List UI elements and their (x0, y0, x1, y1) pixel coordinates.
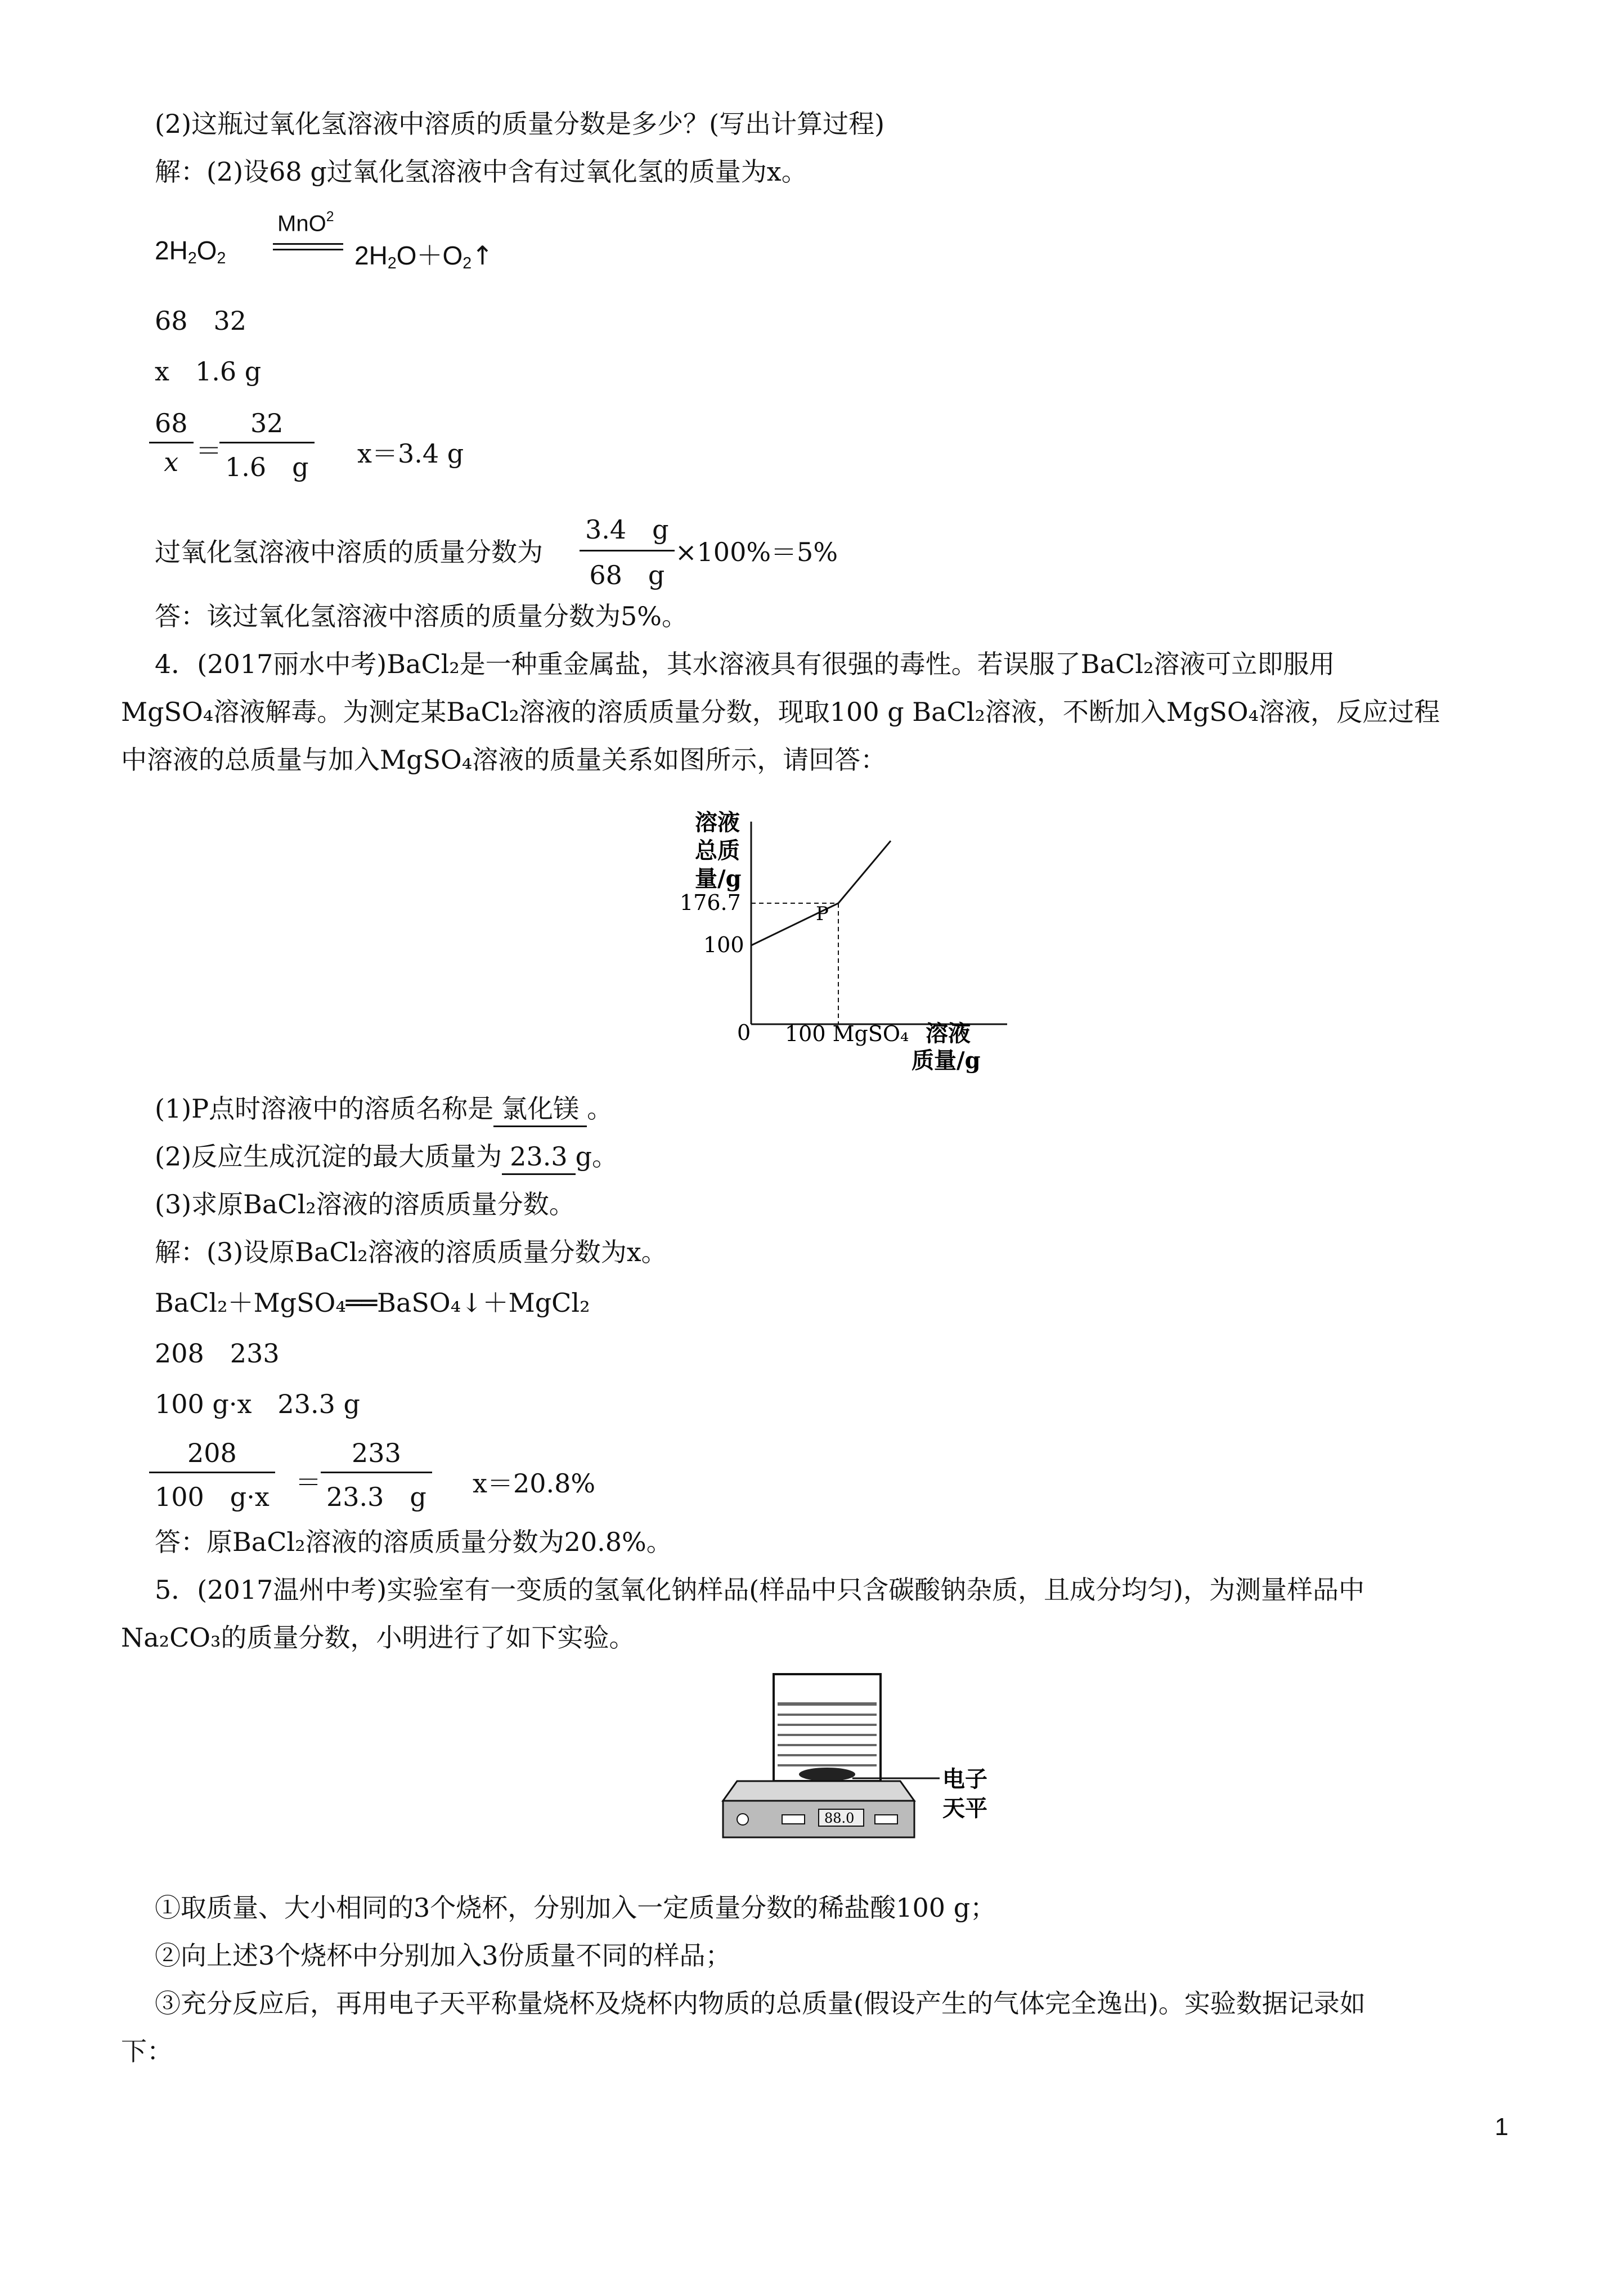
series-line (751, 841, 891, 945)
q3-fraction-2: $\frac{32}{1.6 g}$ (219, 408, 315, 484)
q4-line-1: 4．(2017丽水中考)BaCl₂是一种重金属盐，其水溶液具有很强的毒性。若误服了BaCl₂溶液可立即服用 (155, 649, 1335, 679)
y-axis-label (695, 809, 742, 892)
q3-solution-intro: 解：(2)设68 g过氧化氢溶液中含有过氧化氢的质量为x。 (155, 156, 807, 187)
sample (799, 1768, 855, 1781)
q4-line-3: 中溶液的总质量与加入MgSO₄溶液的质量关系如图所示，请回答： (121, 745, 887, 775)
balance-button-1 (737, 1814, 748, 1825)
equals-sign-2: ＝ (295, 1467, 321, 1497)
q5-line-1: 5．(2017温州中考)实验室有一变质的氢氧化钠样品(样品中只含碳酸钠杂质，且成分均匀)，为测量样品中 (155, 1575, 1365, 1605)
balance-label-1: 电子 (942, 1766, 987, 1792)
balance-button-3 (875, 1815, 897, 1824)
q4-line-2: MgSO₄溶液解毒。为测定某BaCl₂溶液的溶质质量分数，现取100 g BaCl₂溶液，不断加入MgSO₄溶液，反应过程 (121, 697, 1440, 727)
q4-fraction-2: $\frac{233}{23.3 g}$ (321, 1438, 432, 1514)
svg-text:量/g: 量/g (695, 866, 742, 892)
q3-ratio-2: x 1.6 g (155, 356, 262, 387)
q4-ratio-1: 208 233 (155, 1338, 280, 1369)
y-tick-100: 100 (703, 932, 744, 957)
q3-equation: $2H_2O_2$ (155, 236, 226, 268)
q3-fraction-tail: ×100%＝5% (675, 537, 838, 567)
q5-step-1: ①取质量、大小相同的3个烧杯，分别加入一定质量分数的稀盐酸100 g； (155, 1893, 996, 1923)
svg-text:溶液: 溶液 (926, 1020, 971, 1047)
y-tick-176-7: 176.7 (680, 890, 741, 915)
point-label: P (816, 903, 829, 925)
answer-blank-2: 23.3 (502, 1140, 575, 1175)
balance-button-2 (782, 1815, 805, 1824)
q4-chart (670, 805, 1018, 1075)
q4-solution-intro: 解：(3)设原BaCl₂溶液的溶质质量分数为x。 (155, 1237, 667, 1267)
q4-answer: 答：原BaCl₂溶液的溶质质量分数为20.8%。 (155, 1527, 672, 1557)
answer-blank-1: 氯化镁 (493, 1092, 587, 1127)
q4-sub3: (3)求原BaCl₂溶液的溶质质量分数。 (155, 1189, 575, 1219)
q5-line-2: Na₂CO₃的质量分数，小明进行了如下实验。 (121, 1622, 635, 1653)
q5-step-3b: 下： (121, 2036, 173, 2066)
q4-equation: BaCl₂＋MgSO₄══BaSO₄↓＋MgCl₂ (155, 1288, 590, 1318)
q5-step-2: ②向上述3个烧杯中分别加入3份质量不同的样品； (155, 1940, 731, 1971)
q4-sub2: (2)反应生成沉淀的最大质量为 23.3 g。 (155, 1140, 618, 1175)
eq-left: 2H (155, 236, 188, 265)
balance-label-2: 天平 (942, 1795, 987, 1822)
equals-sign: ＝ (196, 436, 222, 466)
q4-result: x＝20.8% (473, 1468, 596, 1499)
q4-sub1: (1)P点时溶液中的溶质名称是 氯化镁 。 (155, 1092, 613, 1127)
eq-right: $2H_2O+O_2↑$ (354, 240, 493, 273)
q3-sub2: (2)这瓶过氧化氢溶液中溶质的质量分数是多少？(写出计算过程) (155, 109, 885, 139)
eq-sign-top (273, 243, 343, 245)
q4-fraction-1: $\frac{208}{100 g\cdot x}$ (149, 1438, 275, 1514)
x-axis-label (911, 1020, 981, 1074)
origin-label: 0 (737, 1020, 751, 1045)
q3-fraction-text: 过氧化氢溶液中溶质的质量分数为 (155, 537, 543, 567)
x-tick-label: 100 MgSO₄ (785, 1021, 909, 1046)
q5-step-3a: ③充分反应后，再用电子天平称量烧杯及烧杯内物质的总质量(假设产生的气体完全逸出)。实验数据记录如 (155, 1988, 1366, 2019)
q3-fraction-3: $\frac{3.4 g}{68 g}$ (580, 509, 675, 592)
display-reading: 88.0 (824, 1810, 855, 1826)
svg-text:总质: 总质 (695, 837, 740, 864)
balance-platform (723, 1781, 914, 1801)
q3-ratio-1: 68 32 (155, 306, 247, 336)
svg-text:质量/g: 质量/g (911, 1047, 981, 1074)
q3-answer: 答：该过氧化氢溶液中溶质的质量分数为5%。 (155, 601, 688, 631)
q3-result: x＝3.4 g (357, 438, 464, 469)
page-number: 1 (1494, 2113, 1508, 2141)
q3-fraction-1: $\frac{68}{x}$ (149, 408, 194, 477)
eq-catalyst: MnO$^2$ (277, 209, 334, 236)
balance-illustration (715, 1669, 1030, 1854)
svg-text:溶液: 溶液 (695, 809, 740, 836)
eq-sign-bottom (273, 249, 343, 250)
q4-ratio-2: 100 g·x 23.3 g (155, 1389, 360, 1419)
